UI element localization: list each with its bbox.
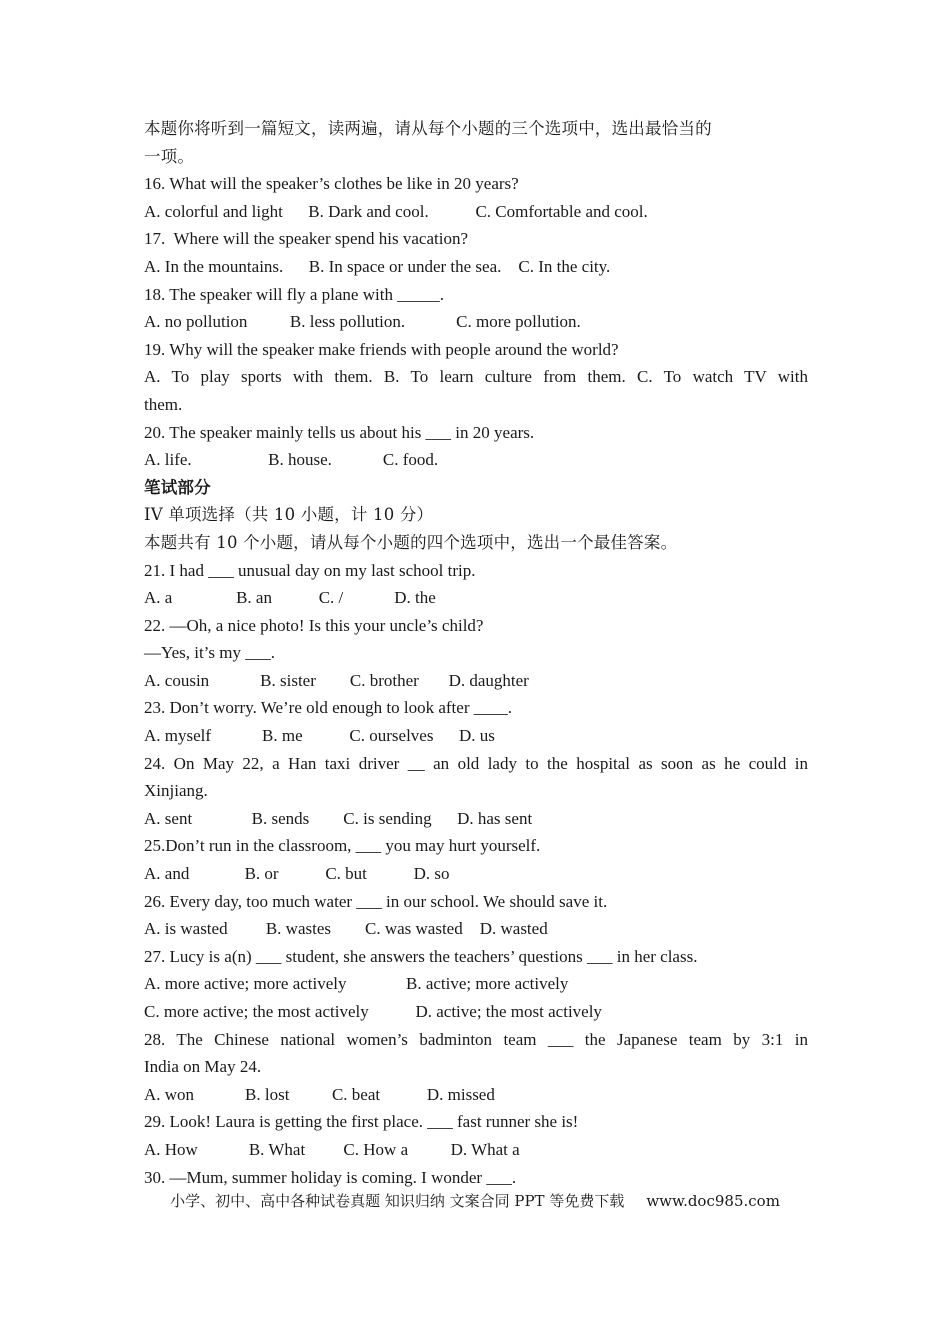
text-line: 19. Why will the speaker make friends with people around the world? [144, 339, 619, 359]
text-line: 笔试部分 [144, 477, 211, 497]
text-line: 22. —Oh, a nice photo! Is this your uncle’s child? [144, 615, 484, 635]
text-line: A. won B. lost C. beat D. missed [144, 1084, 495, 1104]
text-line: 20. The speaker mainly tells us about his ___ in 20 years. [144, 422, 535, 442]
text-line: 本题共有 10 个小题，请从每个小题的四个选项中，选出一个最佳答案。 [144, 532, 678, 552]
text-line: 17. Where will the speaker spend his vacation? [144, 229, 468, 249]
text-line: —Yes, it’s my ___. [144, 643, 275, 663]
text-line: 23. Don’t worry. We’re old enough to look after ____. [144, 698, 512, 718]
text-line: A. a B. an C. / D. the [144, 588, 436, 608]
text-line: 24. On May 22, a Han taxi driver __ an old lady to the hospital as soon as he could in [144, 753, 808, 773]
text-line: C. more active; the most actively D. active; the most actively [144, 1002, 602, 1021]
text-line: A. is wasted B. wastes C. was wasted D. wasted [144, 919, 548, 939]
text-line: A. How B. What C. How a D. What a [144, 1139, 520, 1159]
text-line: them. [144, 394, 183, 414]
text-line: 26. Every day, too much water ___ in our school. We should save it. [144, 891, 608, 911]
text-line: A. no pollution B. less pollution. C. more pollution. [144, 312, 581, 332]
text-line: A. sent B. sends C. is sending D. has sent [144, 808, 533, 828]
text-line: A. more active; more actively B. active; more actively [144, 974, 569, 994]
text-line: India on May 24. [144, 1057, 262, 1077]
text-line: A. life. B. house. C. food. [144, 450, 439, 470]
text-line: 29. Look! Laura is getting the first place. ___ fast runner she is! [144, 1112, 579, 1132]
text-line: A. and B. or C. but D. so [144, 864, 450, 884]
text-line: 21. I had ___ unusual day on my last school trip. [144, 560, 476, 580]
document-body [144, 115, 808, 1191]
text-line: 一项。 [144, 146, 195, 166]
text-line: A. myself B. me C. ourselves D. us [144, 726, 495, 746]
text-line: 16. What will the speaker’s clothes be like in 20 years? [144, 174, 519, 194]
footer-text: 小学、初中、高中各种试卷真题 知识归纳 文案合同 PPT 等免费下载 [170, 1192, 625, 1210]
text-line: IV 单项选择（共 10 小题，计 10 分） [144, 505, 434, 525]
text-line: A. To play sports with them. B. To learn culture from them. C. To watch TV with [144, 367, 808, 387]
text-line: 18. The speaker will fly a plane with _____. [144, 284, 444, 304]
page-footer [0, 1190, 950, 1211]
text-line: 27. Lucy is a(n) ___ student, she answers the teachers’ questions ___ in her class. [144, 946, 698, 966]
text-line: A. In the mountains. B. In space or under the sea. C. In the city. [144, 256, 611, 276]
text-line: 28. The Chinese national women’s badminton team ___ the Japanese team by 3:1 in [144, 1029, 808, 1049]
footer-url: www.doc985.com [646, 1192, 780, 1210]
text-line: Xinjiang. [144, 781, 208, 801]
text-line: 30. —Mum, summer holiday is coming. I wonder ___. [144, 1167, 517, 1187]
text-line: 本题你将听到一篇短文，读两遍，请从每个小题的三个选项中，选出最恰当的 [144, 119, 712, 138]
text-line: A. cousin B. sister C. brother D. daughter [144, 670, 529, 690]
text-line: 25.Don’t run in the classroom, ___ you may hurt yourself. [144, 836, 541, 856]
text-line: A. colorful and light B. Dark and cool. C. Comfortable and cool. [144, 201, 648, 221]
